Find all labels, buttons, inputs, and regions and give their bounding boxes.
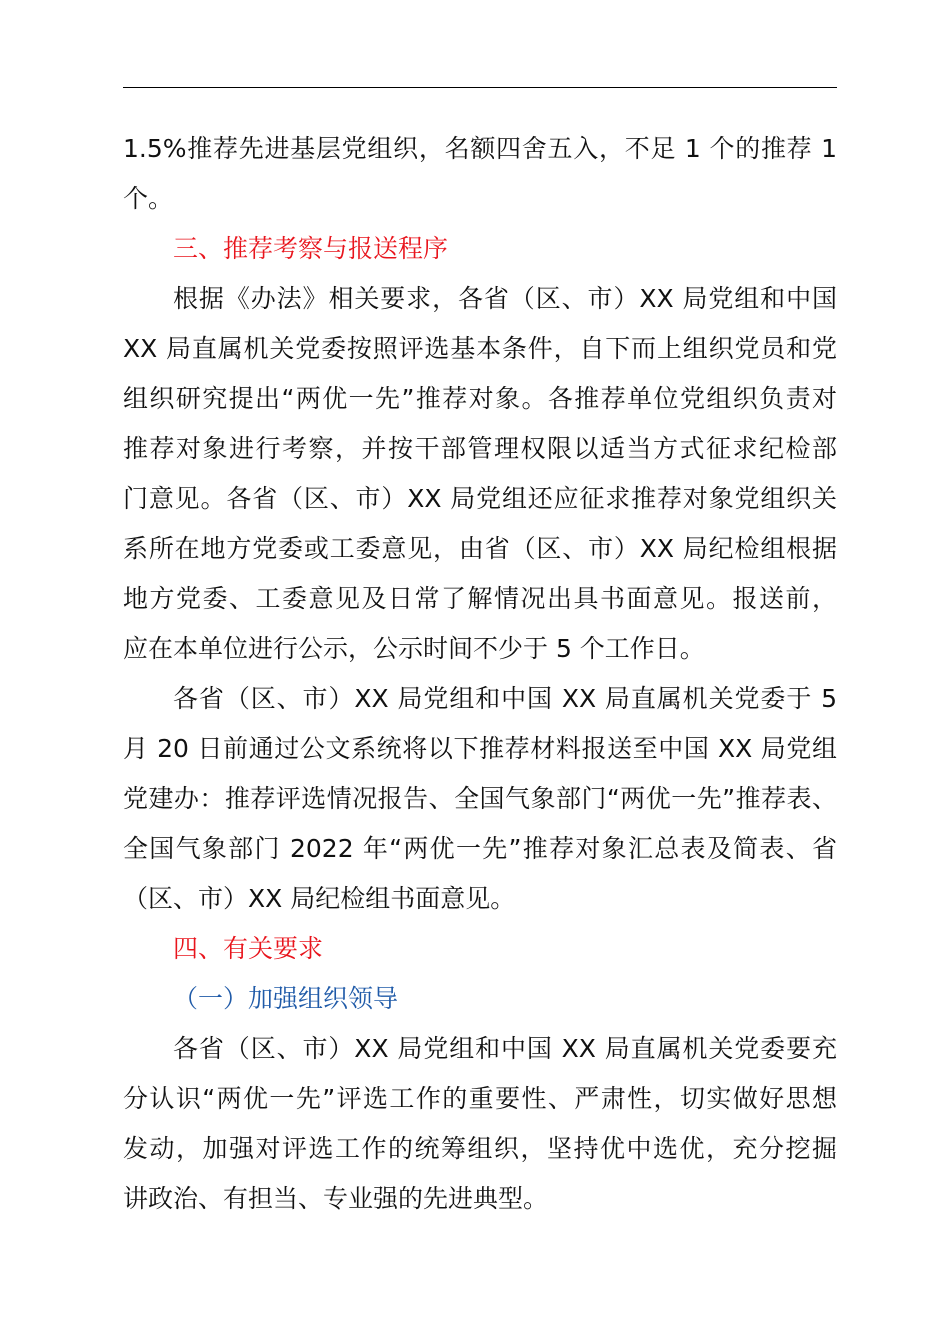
section-heading-3: 三、推荐考察与报送程序 [173,234,449,263]
body-line: 根据《办法》相关要求，各省（区、市）XX 局党组和中国 [173,284,837,313]
body-line: 1.5%推荐先进基层党组织，名额四舍五入，不足 1 个的推荐 1 [123,134,837,163]
body-line: 党建办：推荐评选情况报告、全国气象部门“两优一先”推荐表、 [123,784,837,813]
body-line: 门意见。各省（区、市）XX 局党组还应征求推荐对象党组织关 [123,484,837,513]
body-line: 推荐对象进行考察，并按干部管理权限以适当方式征求纪检部 [123,434,837,463]
body-line: 发动，加强对评选工作的统筹组织，坚持优中选优，充分挖掘 [123,1134,837,1163]
body-line: XX 局直属机关党委按照评选基本条件，自下而上组织党员和党 [123,334,837,363]
document-body [123,124,837,1224]
body-line: 个。 [123,184,174,213]
body-line: 组织研究提出“两优一先”推荐对象。各推荐单位党组织负责对 [123,384,837,413]
body-line: 月 20 日前通过公文系统将以下推荐材料报送至中国 XX 局党组 [123,734,837,763]
sub-heading-1: （一）加强组织领导 [173,984,399,1013]
body-line: 地方党委、工委意见及日常了解情况出具书面意见。报送前， [123,584,837,613]
body-line: 各省（区、市）XX 局党组和中国 XX 局直属机关党委于 5 [173,684,837,713]
body-line: 分认识“两优一先”评选工作的重要性、严肃性，切实做好思想 [123,1084,837,1113]
body-line: 全国气象部门 2022 年“两优一先”推荐对象汇总表及简表、省 [123,834,837,863]
header-rule [123,87,837,88]
body-line: 讲政治、有担当、专业强的先进典型。 [123,1184,549,1213]
body-line: （区、市）XX 局纪检组书面意见。 [123,884,516,913]
body-line: 应在本单位进行公示，公示时间不少于 5 个工作日。 [123,634,705,663]
body-line: 系所在地方党委或工委意见，由省（区、市）XX 局纪检组根据 [123,534,837,563]
section-heading-4: 四、有关要求 [173,934,324,963]
body-line: 各省（区、市）XX 局党组和中国 XX 局直属机关党委要充 [173,1034,837,1063]
